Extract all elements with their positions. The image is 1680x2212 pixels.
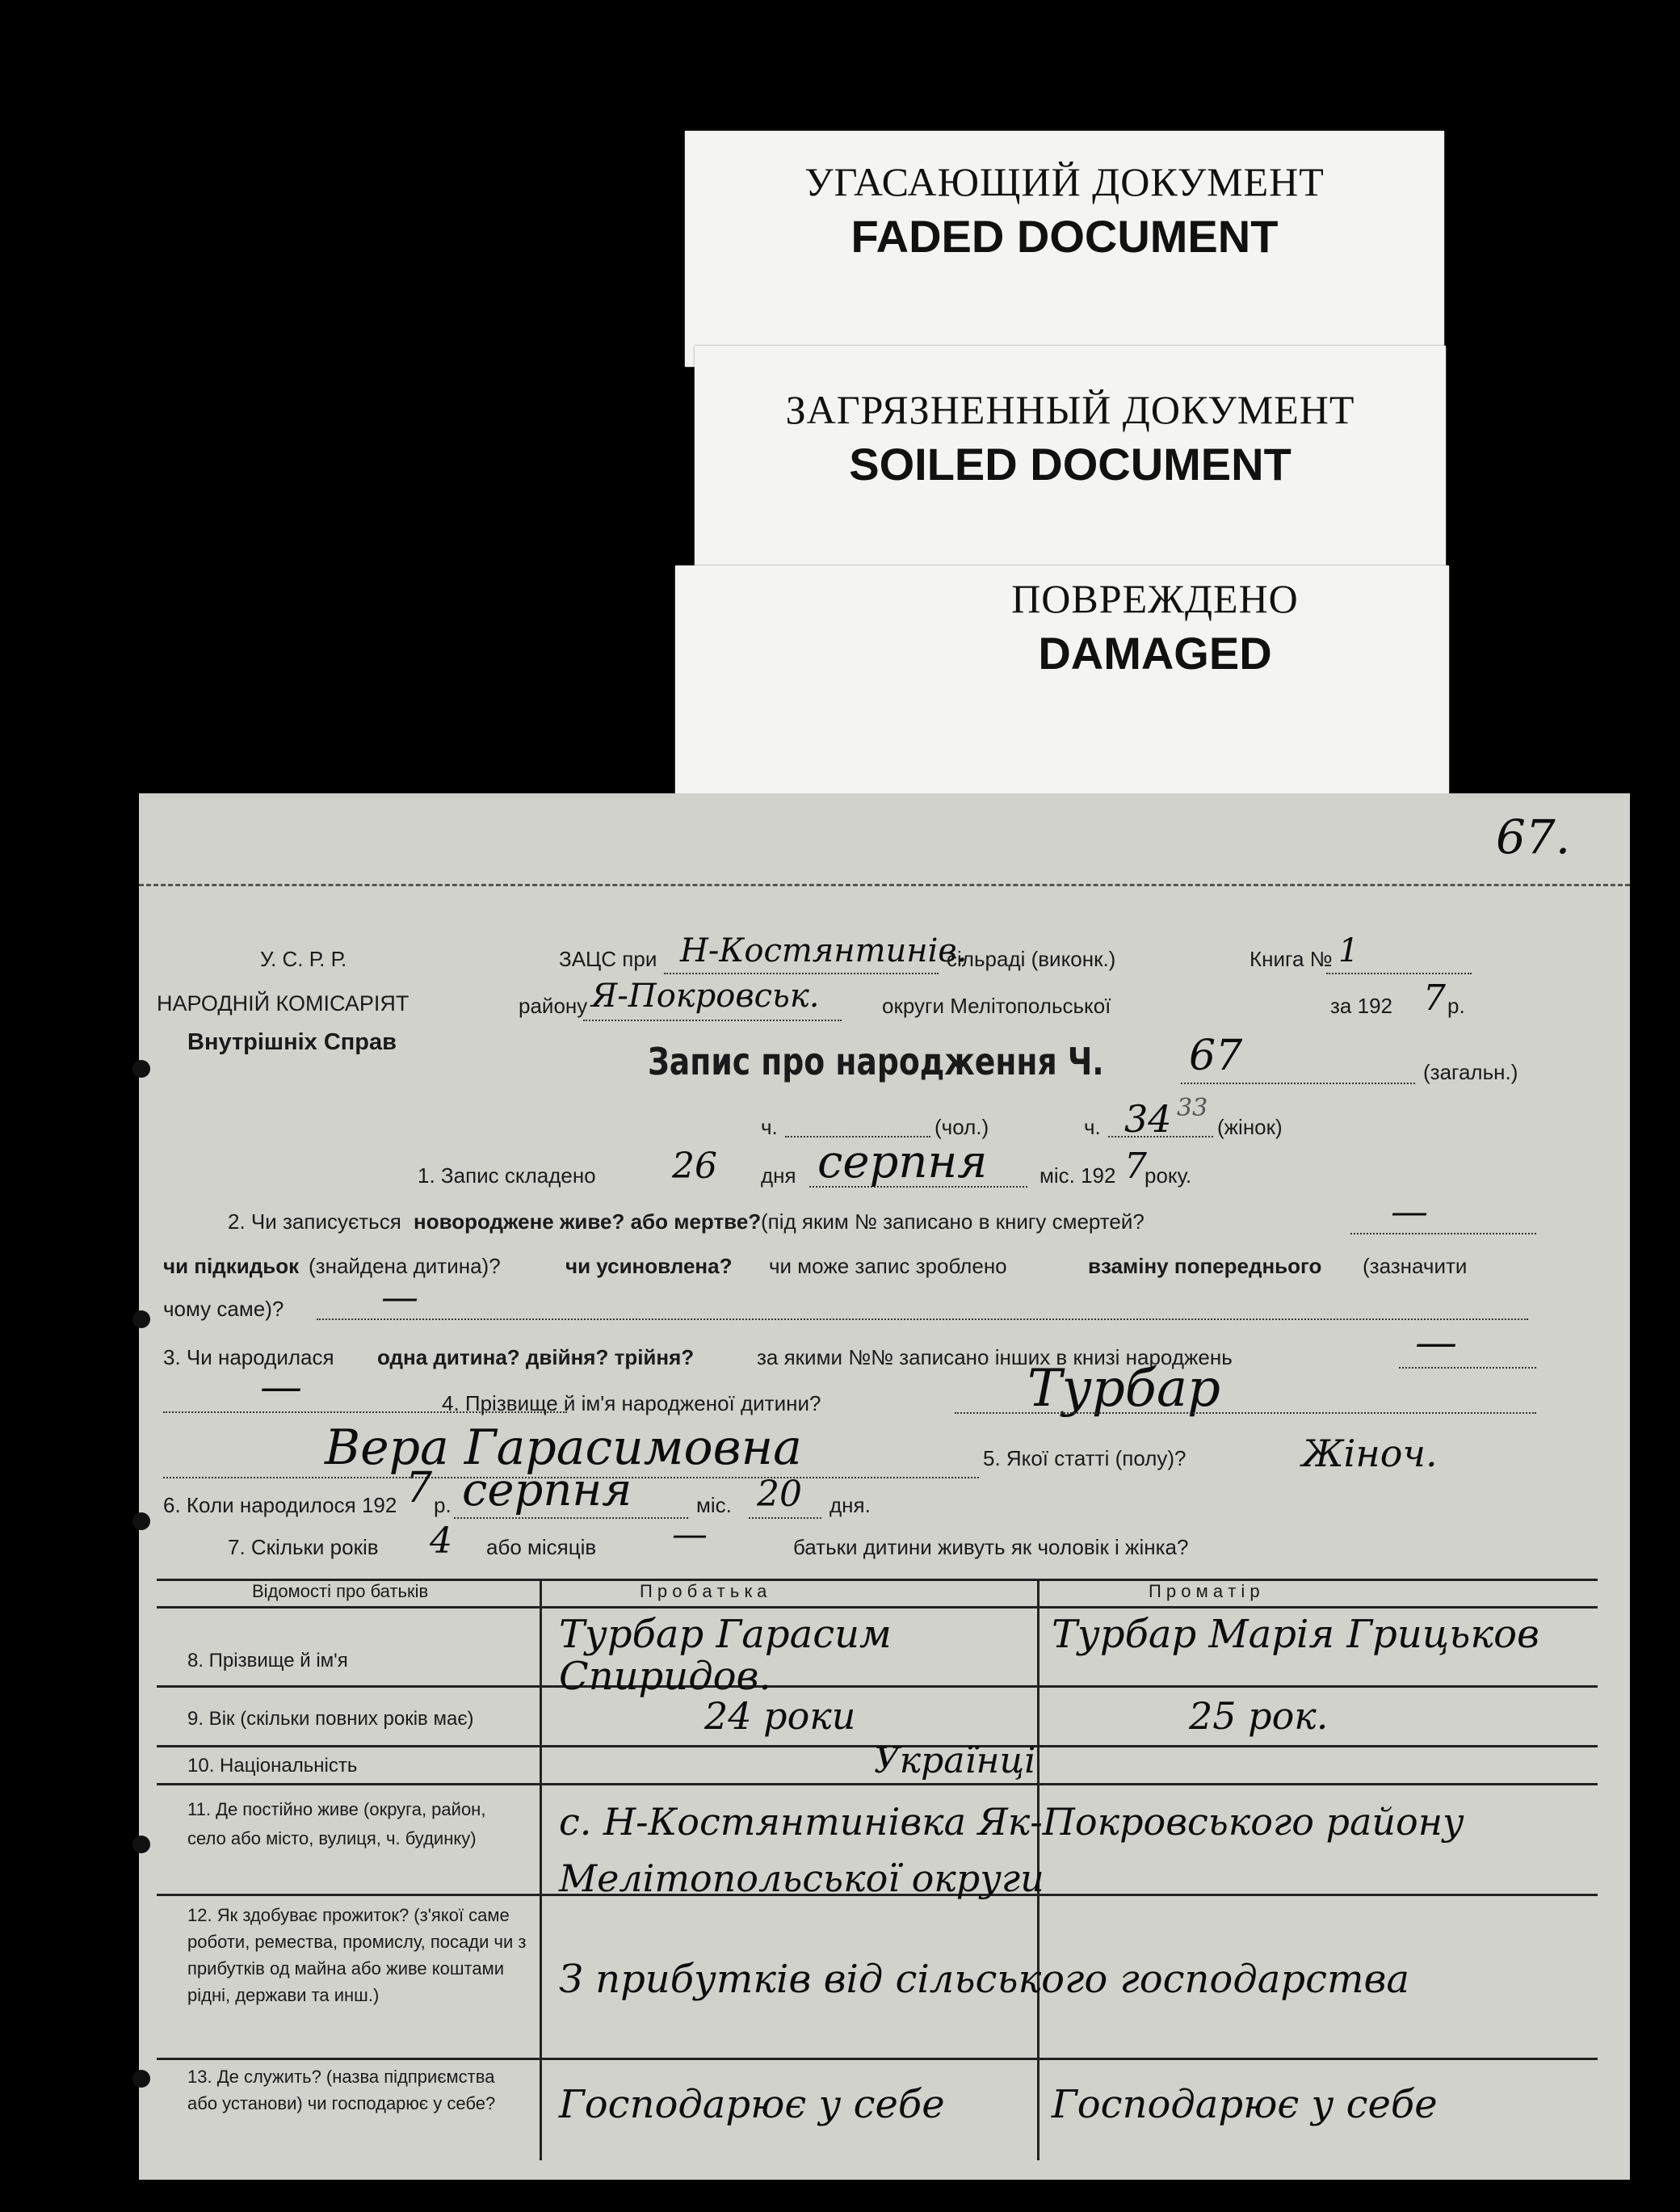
- col-info: Відомості про батьків: [252, 1581, 429, 1601]
- item1-prefix: 1. Запис складено: [418, 1163, 596, 1188]
- item4-label: 4. Прізвище й ім'я народженої дитини?: [442, 1391, 821, 1415]
- item2-line1-a: 2. Чи записується: [228, 1209, 401, 1234]
- item1-suffix: року.: [1144, 1163, 1192, 1188]
- soiled-label-en: SOILED DOCUMENT: [849, 439, 1292, 490]
- row9-label: 9. Вік (скільки повних років має): [187, 1708, 474, 1730]
- record-number: 67: [1189, 1032, 1243, 1080]
- birth-day: 20: [757, 1474, 802, 1515]
- item1-year: 7: [1124, 1146, 1147, 1187]
- parents-residence: с. Н-Костянтинівка Як-Покровського району Мелітопольської округи: [559, 1800, 1464, 1900]
- birth-year: 7: [405, 1464, 433, 1512]
- item2-line2-d: чи може запис зроблено: [769, 1254, 1007, 1278]
- item2-line2-f: (зазначити: [1363, 1254, 1468, 1278]
- item7-b: або місяців: [486, 1535, 597, 1559]
- soiled-document-label: [695, 346, 1446, 582]
- col-mother: П р о м а т і р: [1149, 1581, 1260, 1601]
- child-surname: Турбар: [1027, 1359, 1220, 1419]
- damaged-document-label: [675, 566, 1449, 793]
- item2-line2-b: (знайдена дитина)?: [309, 1254, 501, 1278]
- item7-a: 7. Скільки років: [228, 1535, 379, 1559]
- punch-hole: [132, 1310, 150, 1328]
- item3-b: одна дитина? двійня? трійня?: [377, 1345, 695, 1369]
- ch-label-male: ч.: [761, 1115, 778, 1139]
- female-count-alt: 33: [1177, 1094, 1208, 1122]
- faded-label-en: FADED DOCUMENT: [850, 211, 1279, 262]
- item2-line2-e: взаміну попереднього: [1088, 1254, 1322, 1278]
- district-prefix: району: [519, 994, 588, 1018]
- parents-nationality: Українці: [874, 1740, 1036, 1781]
- mother-age: 25 рок.: [1189, 1694, 1329, 1738]
- zags-suffix: сільраді (виконк.): [947, 947, 1116, 971]
- page-number: 67.: [1496, 810, 1571, 864]
- faded-label-ru: УГАСАЮЩИЙ ДОКУМЕНТ: [804, 159, 1325, 204]
- mother-employment: Господарює у себе: [1052, 2082, 1438, 2127]
- record-title: Запис про народження Ч.: [648, 1040, 1104, 1083]
- child-sex: Жіноч.: [1302, 1432, 1438, 1475]
- marriage-months: —: [672, 1514, 708, 1555]
- father-name: Турбар Гарасим Спиридов.: [559, 1612, 892, 1699]
- ch-label-female: ч.: [1084, 1115, 1101, 1139]
- item2-line3-value: —: [381, 1275, 418, 1318]
- book-value: 1: [1338, 932, 1359, 969]
- item2-line2-a: чи підкидьок: [163, 1254, 300, 1278]
- commissariat-label: НАРОДНІЙ КОМІСАРІЯТ: [157, 991, 410, 1016]
- row10-label: 10. Національність: [187, 1755, 358, 1777]
- item7-c: батьки дитини живуть як чоловік і жінка?: [793, 1535, 1189, 1559]
- mother-name: Турбар Марія Грицьков: [1052, 1612, 1539, 1657]
- row8-label: 8. Прізвище й ім'я: [187, 1650, 348, 1672]
- item1-day: 26: [672, 1146, 717, 1187]
- punch-hole: [132, 2070, 150, 2088]
- book-label: Книга №: [1250, 947, 1333, 971]
- item2-line2-c: чи усиновлена?: [565, 1254, 733, 1278]
- year-suffix: р.: [1447, 994, 1465, 1018]
- marriage-years: 4: [430, 1520, 452, 1562]
- item3-value2: —: [260, 1363, 302, 1411]
- republic-label: У. С. Р. Р.: [260, 947, 347, 971]
- total-label: (загальн.): [1423, 1060, 1518, 1084]
- item1-month: серпня: [817, 1136, 988, 1188]
- item3-value: —: [1415, 1318, 1457, 1367]
- item3-a: 3. Чи народилася: [163, 1345, 334, 1369]
- item5-label: 5. Якої статті (полу)?: [983, 1446, 1186, 1470]
- male-label: (чол.): [934, 1115, 989, 1139]
- row11-label: 11. Де постійно живе (округа, район, село або місто, вулиця, ч. будинку): [187, 1799, 486, 1848]
- item6-a: 6. Коли народилося 192: [163, 1493, 397, 1517]
- row13-label: 13. Де служить? (назва підприємства або установи) чи господарює у себе?: [187, 2067, 496, 2113]
- item1-day-label: дня: [761, 1163, 796, 1188]
- district-suffix: округи Мелітопольської: [882, 994, 1111, 1018]
- father-employment: Господарює у себе: [559, 2082, 945, 2127]
- perforation-line: [139, 884, 1630, 886]
- item6-d: дня.: [830, 1493, 871, 1517]
- item2-line1-b: новороджене живе? або мертве?: [414, 1209, 762, 1234]
- year-prefix: за 192: [1330, 994, 1392, 1018]
- col-father: П р о б а т ь к а: [640, 1581, 767, 1601]
- soiled-label-ru: ЗАГРЯЗНЕННЫЙ ДОКУМЕНТ: [785, 387, 1355, 432]
- zags-prefix: ЗАЦС при: [559, 947, 657, 971]
- item3-c: за якими №№ записано інших в книзі народжень: [757, 1345, 1233, 1369]
- item6-c: міс.: [696, 1493, 732, 1517]
- punch-hole: [132, 1512, 150, 1530]
- item1-month-label: міс. 192: [1040, 1163, 1116, 1188]
- district-value: Я-Покровськ.: [591, 978, 820, 1015]
- item6-b: р.: [434, 1493, 452, 1517]
- punch-hole: [132, 1836, 150, 1853]
- female-count: 34: [1124, 1097, 1172, 1141]
- punch-hole: [132, 1060, 150, 1078]
- damaged-label-en: DAMAGED: [1038, 628, 1272, 679]
- child-name: Вера Гарасимовна: [325, 1419, 802, 1476]
- zags-value: Н-Костянтинів.: [680, 932, 968, 969]
- parents-income: З прибутків від сільського господарства: [559, 1957, 1410, 2002]
- item2-line3: чому саме)?: [163, 1297, 284, 1321]
- birth-record-form: [139, 793, 1630, 2180]
- item2-line1-c: (під яким № записано в книгу смертей?: [761, 1209, 1144, 1234]
- year-value: 7: [1423, 978, 1446, 1019]
- item2-line1-value: —: [1391, 1189, 1428, 1233]
- department-label: Внутрішніх Справ: [187, 1029, 397, 1055]
- birth-month: серпня: [462, 1464, 632, 1516]
- female-label: (жінок): [1217, 1115, 1283, 1139]
- faded-document-label: [685, 131, 1444, 367]
- row12-label: 12. Як здобуває прожиток? (з'якої саме роботи, ремества, промислу, посади чи з прибутків од майна або живе коштами рідні, держави та инш.): [187, 1905, 527, 2005]
- damaged-label-ru: ПОВРЕЖДЕНО: [1011, 576, 1299, 621]
- father-age: 24 роки: [704, 1694, 856, 1738]
